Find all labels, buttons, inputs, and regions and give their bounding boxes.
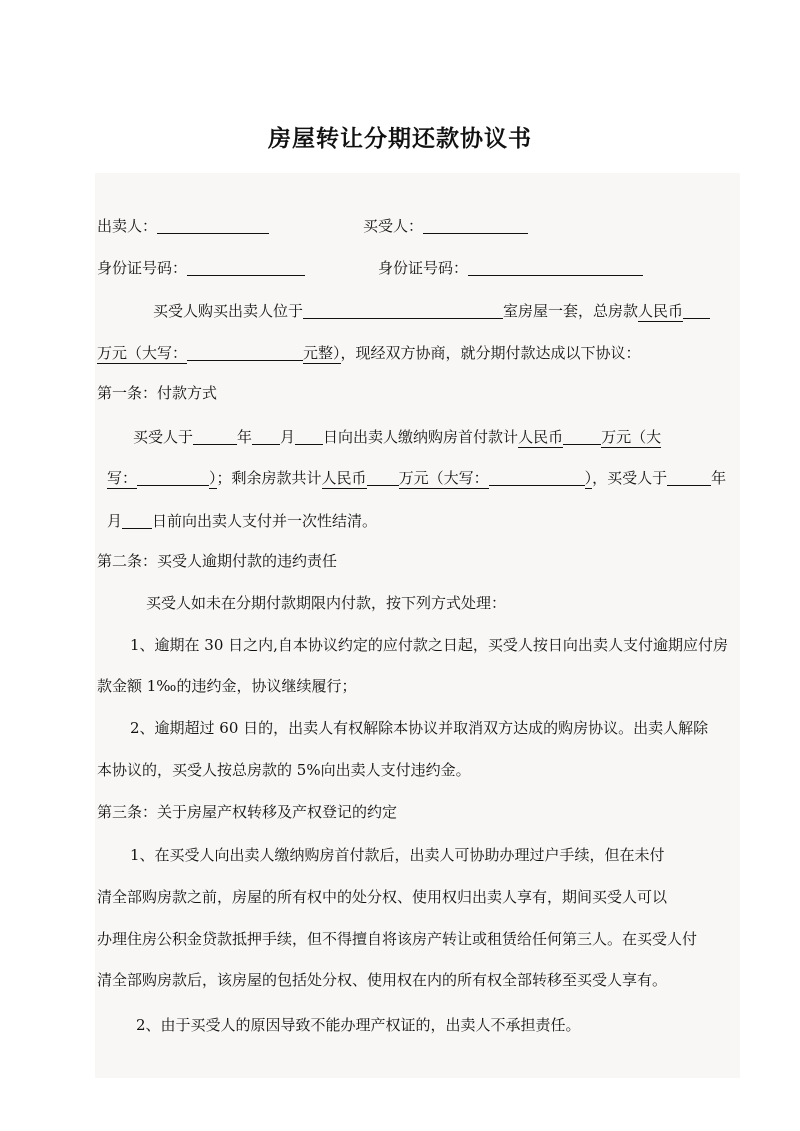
seller-id-label: 身份证号码： xyxy=(97,259,188,277)
article-text: 万元（大写： xyxy=(398,469,489,487)
article-3-item-1-line-3: 办理住房公积金贷款抵押手续，但不得擅自将该房产转让或租赁给任何第三人。在买受人付 xyxy=(97,930,698,948)
buyer-blank[interactable] xyxy=(423,219,528,234)
article-text: 买受人于 xyxy=(133,428,194,446)
article-text: 月 xyxy=(107,512,123,530)
intro-line-1 xyxy=(153,301,710,321)
article-text: 万元（大 xyxy=(601,428,662,446)
seller-blank[interactable] xyxy=(157,219,269,234)
down-payment-words-blank[interactable] xyxy=(137,471,209,486)
article-2-item-2-line-2: 本协议的，买受人按总房款的 5%向出卖人支付违约金。 xyxy=(97,761,471,779)
seller-id-field xyxy=(97,258,305,278)
article-3-item-1-line-4: 清全部购房款后，该房屋的包括处分权、使用权在内的所有权全部转移至买受人享有。 xyxy=(97,971,668,989)
currency-label: 人民币 xyxy=(321,469,367,487)
currency-label: 人民币 xyxy=(518,428,564,446)
seller-id-blank[interactable] xyxy=(187,261,305,276)
article-2-heading: 第二条：买受人逾期付款的违约责任 xyxy=(97,552,338,570)
document-title: 房屋转让分期还款协议书 xyxy=(268,125,532,152)
currency-label: 人民币 xyxy=(638,302,684,320)
year-blank[interactable] xyxy=(193,430,237,445)
buyer-field xyxy=(363,216,528,236)
article-text: 年 xyxy=(711,469,727,487)
article-1-line-3 xyxy=(107,511,377,531)
article-3-item-2: 2、由于买受人的原因导致不能办理产权证的，出卖人不承担责任。 xyxy=(136,1016,581,1034)
seller-field xyxy=(97,216,269,236)
article-text: ，买受人于 xyxy=(592,469,668,487)
buyer-id-field xyxy=(378,258,643,278)
down-payment-blank[interactable] xyxy=(563,430,601,445)
article-3-item-1-line-2: 清全部购房款之前，房屋的所有权中的处分权、使用权归出卖人享有，期间买受人可以 xyxy=(97,888,668,906)
article-text: 日向出卖人缴纳购房首付款计 xyxy=(323,428,519,446)
final-month-blank[interactable] xyxy=(122,514,152,529)
article-2-item-1-line-1: 1、逾期在 30 日之内,自本协议约定的应付款之日起，买受人按日向出卖人支付逾期应付房 xyxy=(130,636,728,654)
total-price-words-blank[interactable] xyxy=(187,346,303,361)
seller-label: 出卖人： xyxy=(97,217,158,235)
buyer-id-blank[interactable] xyxy=(468,261,643,276)
article-text: ） xyxy=(584,469,593,487)
total-price-blank[interactable] xyxy=(683,304,710,319)
remaining-amount-blank[interactable] xyxy=(367,471,399,486)
intro-text: 室房屋一套，总房款 xyxy=(503,302,639,320)
intro-text: ，现经双方协商，就分期付款达成以下协议： xyxy=(340,344,641,362)
article-text: ） xyxy=(209,469,217,487)
article-text: 写： xyxy=(107,469,138,487)
intro-text: 万元（大写： xyxy=(97,344,188,362)
article-1-line-2 xyxy=(107,468,726,488)
article-text: 日前向出卖人支付并一次性结清。 xyxy=(152,512,378,530)
article-3-item-1-line-1: 1、在买受人向出卖人缴纳购房首付款后，出卖人可协助办理过户手续，但在未付 xyxy=(130,846,665,864)
intro-text: 买受人购买出卖人位于 xyxy=(153,302,304,320)
article-text: 月 xyxy=(280,428,296,446)
article-1-line-1 xyxy=(133,427,661,447)
article-text: 年 xyxy=(237,428,253,446)
article-2-intro: 买受人如未在分期付款期限内付款，按下列方式处理： xyxy=(146,594,507,612)
buyer-id-label: 身份证号码： xyxy=(378,259,469,277)
remaining-amount-words-blank[interactable] xyxy=(489,471,585,486)
buyer-label: 买受人： xyxy=(363,217,424,235)
article-1-heading: 第一条：付款方式 xyxy=(97,384,218,402)
article-2-item-1-line-2: 款金额 1‰的违约金，协议继续履行； xyxy=(97,677,357,695)
intro-line-2 xyxy=(97,343,641,363)
article-3-heading: 第三条：关于房屋产权转移及产权登记的约定 xyxy=(97,803,398,821)
intro-text: 元整） xyxy=(303,344,341,362)
article-2-item-2-line-1: 2、逾期超过 60 日的，出卖人有权解除本协议并取消双方达成的购房协议。出卖人解除 xyxy=(130,719,709,737)
final-year-blank[interactable] xyxy=(667,471,711,486)
property-location-blank[interactable] xyxy=(303,304,503,319)
month-blank[interactable] xyxy=(252,430,280,445)
article-text: ；剩余房款共计 xyxy=(216,469,322,487)
day-blank[interactable] xyxy=(295,430,323,445)
